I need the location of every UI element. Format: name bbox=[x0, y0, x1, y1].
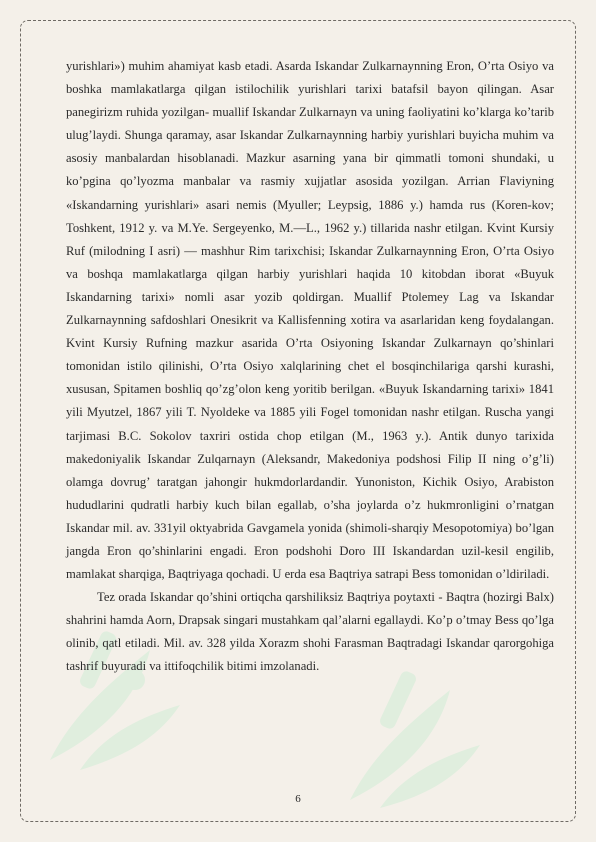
paragraph: yurishlari») muhim ahamiyat kasb etadi. Asarda Iskandar Zulkarnaynning Eron, O’rta Osiyo va boshka mamlakatlarga qilgan istilochilik yurishlari tarixi batafsil bayon qilingan. Asar panegirizm ruhida yozilgan- muallif Iskandar Zulkarnayn va uning faoliyatini ko’klarga ko’tarib ulug’laydi. Shunga qaramay, asar Iskandar Zulkarnaynning harbiy yurishlari buyicha muhim va asosiy manbalardan hisoblanadi. Mazkur asarning yana bir qimmatli tomoni shundaki, u ko’pgina qo’lyozma manbalar va rasmiy xujjatlar asosida yozilgan. Arrian Flaviyning «Iskandarning yurishlari» asari nemis (Myuller; Leypsig, 1886 y.) hamda rus (Koren-kov; Toshkent, 1912 y. va M.Ye. Sergeyenko, M.—L., 1962 y.) tillarida nashr etilgan. Kvint Kursiy Ruf (milodning I asri) — mashhur Rim tarixchisi; Iskandar Zulkarnaynning Eron, O’rta Osiyo va boshqa mamlakatlarga qilgan harbiy yurishlari haqida 10 kitobdan iborat «Buyuk Iskandarning tarixi» nomli asar yozib qoldirgan. Muallif Ptolemey Lag va Iskandar Zulkarnaynning safdoshlari Onesikrit va Kallisfenning xotira va asarlaridan keng foydalangan. Kvint Kursiy Rufning mazkur asarida O’rta Osiyoning Iskandar Zulkarnayn qo’shinlari tomonidan istilo qilinishi, O’rta Osiyo xalqlarining chet el bosqinchilariga qarshi kurashi, xususan, Spitamen boshliq qo’zg’olon keng yoritib berilgan. «Buyuk Iskandarning tarixi» 1841 yili Myutzel, 1867 yili T. Nyoldeke va 1885 yili Fogel tomonidan nashr etilgan. Ruscha yangi tarjimasi B.C. Sokolov taxriri ostida chop etilgan (M., 1963 y.). Antik dunyo tarixida makedoniyalik Iskandar Zulqarnayn (Aleksandr, Makedoniya podshosi Filip II ning o’g’li) olamga dovrug’ taratgan jahongir hukmdorlardandir. Yunoniston, Kichik Osiyo, Arabiston hududlarini qudratli harbiy kuch bilan egallab, o’sha joylarda o’z hukmronligini o’rnatgan Iskandar mil. av. 331yil oktyabrida Gavgamela yonida (shimoli-sharqiy Mesopotomiya) bo’lgan jangda Eron qo’shinlarini engadi. Eron podshohi Doro III Iskandardan uzil-kesil engilib, mamlakat sharqiga, Baqtriyaga qochadi. U erda esa Baqtriya satrapi Bess tomonidan o’ldiriladi. bbox=[66, 59, 554, 582]
paragraph: Tez orada Iskandar qo’shini ortiqcha qarshiliksiz Baqtriya poytaxti - Baqtra (hozirgi Balx) shahrini hamda Aorn, Drapsak singari mustahkam qal’alarni egallaydi. Ko’p o’tmay Bess qo’lga olinib, qatl etiladi. Mil. av. 328 yilda Xorazm shohi Farasman Baqtradagi Iskandar qarorgohiga tashrif buyuradi va ittifoqchilik bitimi imzolanadi. bbox=[66, 590, 554, 674]
page-number: 6 bbox=[295, 793, 301, 805]
body-text bbox=[66, 55, 554, 679]
